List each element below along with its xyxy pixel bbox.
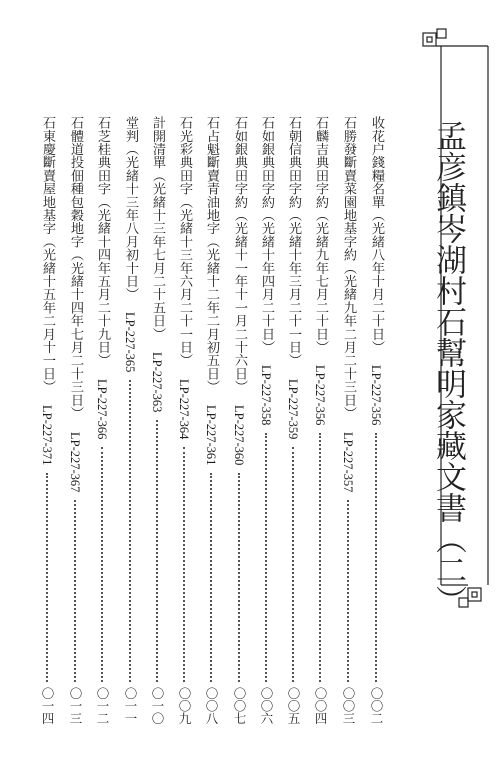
toc-entry-title: 石東慶斷賣屋地基字（光緒十五年二月十一日） <box>40 116 55 394</box>
toc-entry <box>147 116 167 756</box>
toc-entry <box>92 116 112 756</box>
toc-entry <box>65 116 85 756</box>
toc-leader-dots <box>156 420 160 682</box>
toc-entry-page: 〇一〇 <box>150 687 165 725</box>
toc-entry <box>201 116 221 756</box>
toc-entry-title: 收花户錢糧名單（光緒八年十月二十日） <box>369 116 384 354</box>
toc-entry-title: 石朝信典田字約（光緒十年三月二十一日） <box>286 116 301 367</box>
toc-entry-code: LP-227-358 <box>259 365 273 426</box>
toc-leader-dots <box>265 433 269 682</box>
toc-entry-code: LP-227-367 <box>68 432 82 493</box>
toc-leader-dots <box>74 500 78 682</box>
toc-leader-dots <box>129 380 133 682</box>
toc-entry <box>229 116 249 756</box>
toc-entry-title: 計開清單（光緒十三年七月二十五日） <box>150 116 165 341</box>
toc-entry-page: 〇〇八 <box>204 687 219 725</box>
toc-leader-dots <box>183 447 187 682</box>
toc-entry-page: 〇〇七 <box>232 687 247 725</box>
toc-leader-dots <box>238 473 242 682</box>
toc-entry-code: LP-227-357 <box>341 432 355 493</box>
toc-leader-dots <box>101 447 105 682</box>
toc-entry-code: LP-227-361 <box>204 405 218 466</box>
toc-entry-page: 〇〇二 <box>369 687 384 725</box>
toc-entry-title: 石勝發斷賣菜園地基字約（光緒九年二月二十三日） <box>341 116 356 420</box>
toc-entry-code: LP-227-366 <box>95 378 109 440</box>
toc-entry-page: 〇一四 <box>40 687 55 725</box>
toc-entry <box>283 116 303 756</box>
toc-entry-page: 〇〇四 <box>313 687 328 725</box>
toc-entry-page: 〇〇五 <box>286 687 301 725</box>
toc-leader-dots <box>46 473 50 682</box>
toc-entry-title: 石占魁斷賣青油地字（光緒十二年二月初五日） <box>204 116 219 394</box>
toc-entry <box>37 116 57 756</box>
toc-entry <box>310 116 330 756</box>
toc-entry-code: LP-227-365 <box>123 311 137 373</box>
toc-entry-page: 〇〇六 <box>259 687 274 725</box>
toc-entry-code: LP-227-363 <box>150 351 164 413</box>
toc-entry-code: LP-227-356 <box>369 365 383 426</box>
toc-entry-title: 石體道投佃種包穀地字（光緒十四年七月二十三日） <box>68 116 83 420</box>
toc-entry-title: 石如銀典田字約（光緒十年四月二十日） <box>259 116 274 354</box>
toc-entry-code: LP-227-360 <box>232 405 246 466</box>
book-title: 孟彦鎮岑湖村石幫明家藏文書（二） <box>430 120 466 616</box>
toc-entry-code: LP-227-371 <box>40 405 54 466</box>
toc-entry-title: 石光彩典田字（光緒十三年六月二十一日） <box>177 116 192 367</box>
toc-entry-code: LP-227-359 <box>286 378 300 440</box>
toc-entry <box>256 116 276 756</box>
toc-entry <box>174 116 194 756</box>
toc-entry-page: 〇一三 <box>68 687 83 725</box>
toc-entry-code: LP-227-356 <box>313 365 327 426</box>
toc-entry-page: 〇一一 <box>123 687 138 725</box>
toc-entry-title: 石芝桂典田字（光緒十四年五月二十九日） <box>95 116 110 367</box>
toc-entry-page: 〇一二 <box>95 687 110 725</box>
toc-leader-dots <box>375 433 379 682</box>
toc-entry <box>338 116 358 756</box>
toc-leader-dots <box>319 433 323 682</box>
toc-leader-dots <box>292 447 296 682</box>
toc-entry <box>120 116 140 756</box>
toc-entry-page: 〇〇九 <box>177 687 192 725</box>
toc-entry-title: 石如銀典田字約（光緒十一年十一月二十六日） <box>232 116 247 394</box>
toc-leader-dots <box>347 500 351 682</box>
toc-entry-title: 石麟吉典田字約（光緒九年七月二十日） <box>313 116 328 354</box>
toc-leader-dots <box>210 473 214 682</box>
toc-entry-title: 堂判（光緒十三年八月初十日） <box>123 116 138 301</box>
toc-entry-page: 〇〇三 <box>341 687 356 725</box>
toc-entry-code: LP-227-364 <box>177 378 191 440</box>
toc-entry <box>366 116 386 756</box>
